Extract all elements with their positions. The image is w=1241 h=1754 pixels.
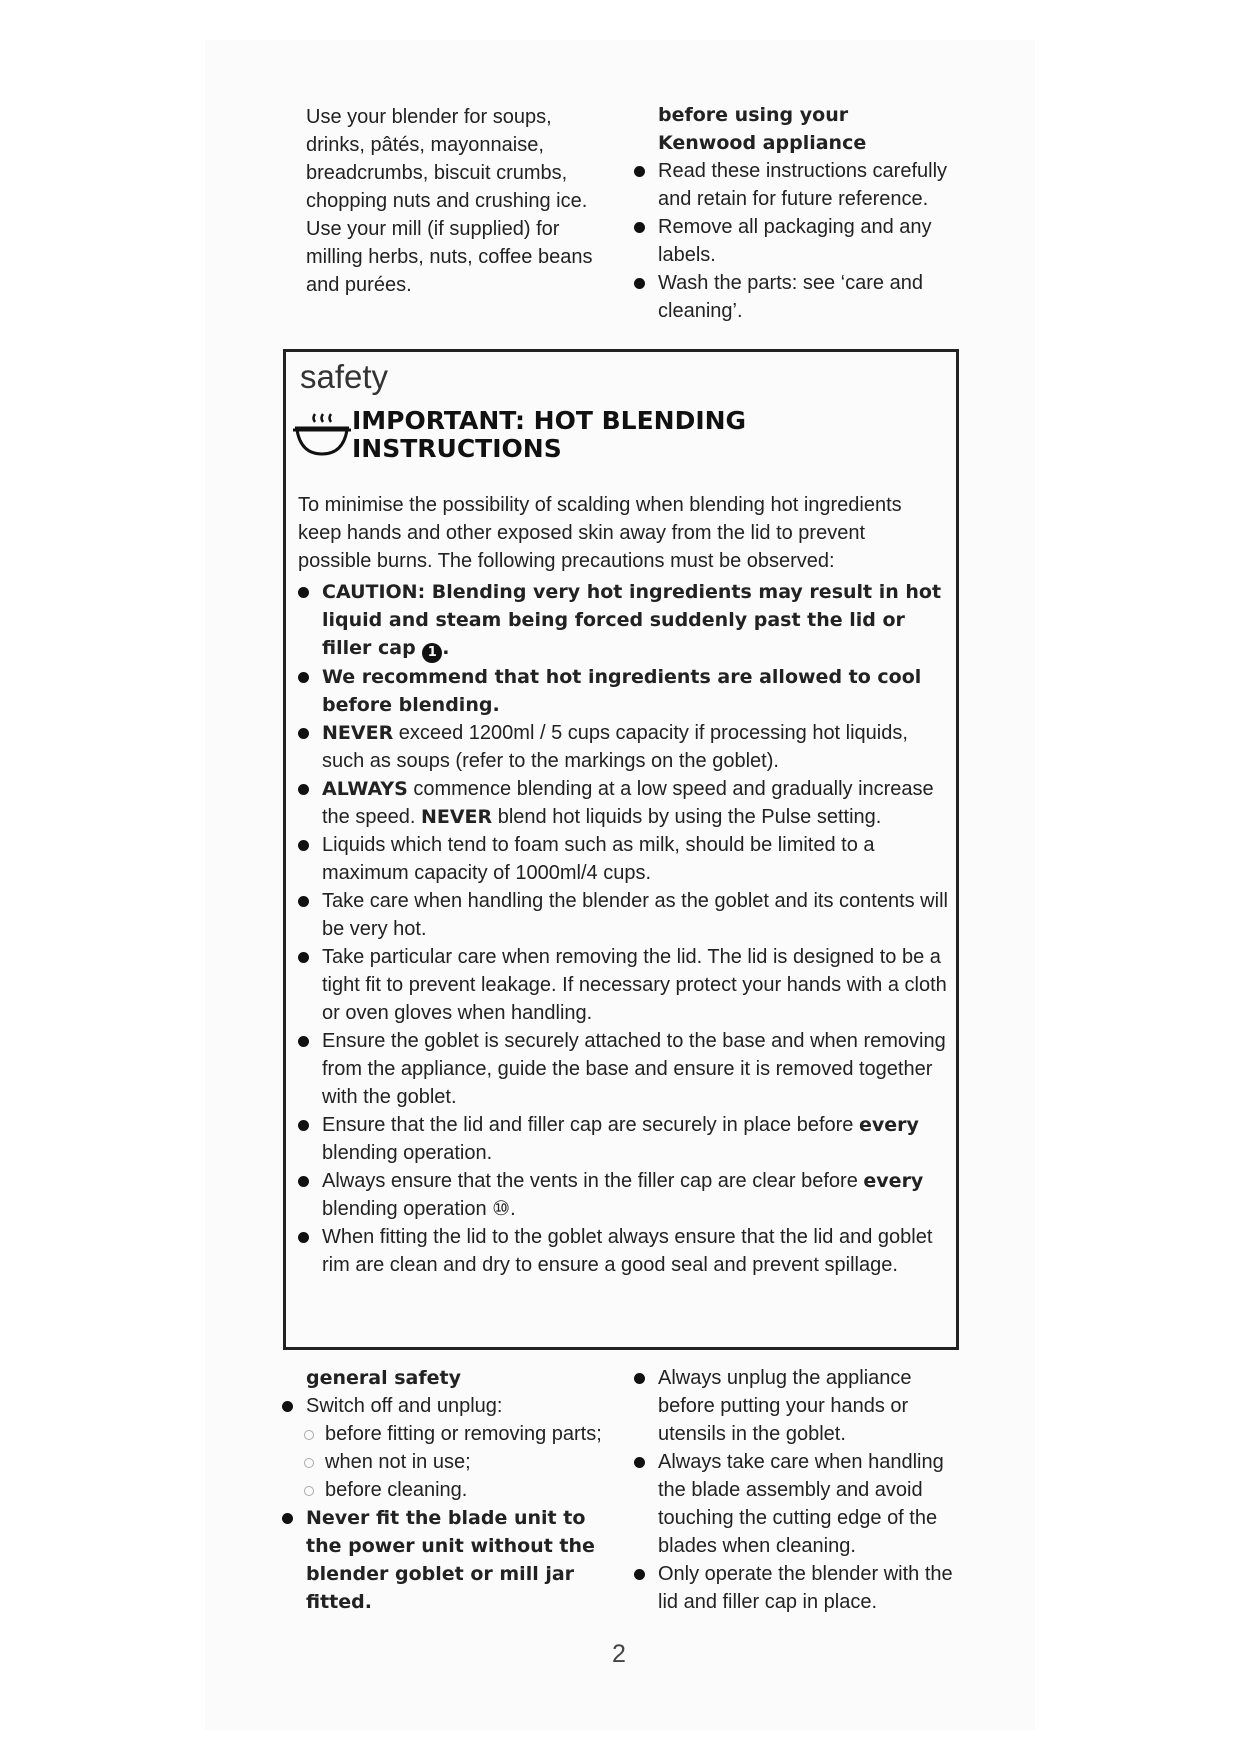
hot-bowl-icon (291, 410, 353, 458)
general-safety-right-list (634, 1364, 964, 1616)
item-text: commence blending at a low speed and gradually increase the speed. (322, 778, 934, 828)
emphasis: every (858, 1114, 919, 1136)
list-item (282, 1392, 612, 1504)
item-text: blend hot liquids by using the Pulse setting. (492, 806, 882, 828)
list-item: Always unplug the appliance before putting your hands or utensils in the goblet. (634, 1364, 964, 1448)
hot-blending-heading-line2: INSTRUCTIONS (352, 434, 562, 463)
list-item (298, 1111, 950, 1167)
before-use-heading-line1: before using your (658, 104, 849, 126)
item-text: blending operation. (322, 1142, 493, 1164)
list-item (298, 775, 950, 831)
item-text: Always ensure that the vents in the filler cap are clear before (322, 1170, 864, 1192)
list-item: Take care when handling the blender as the goblet and its contents will be very hot. (298, 887, 950, 943)
hot-blending-intro: To minimise the possibility of scalding when blending hot ingredients keep hands and other exposed skin away from the lid to prevent possible burns. The following precautions must be observed: (298, 494, 902, 572)
emphasis: every (863, 1170, 924, 1192)
hot-blending-heading-line1: IMPORTANT: HOT BLENDING (352, 406, 747, 435)
general-safety-heading: general safety (306, 1367, 461, 1389)
list-item: We recommend that hot ingredients are allowed to cool before blending. (298, 663, 950, 719)
item-text: Switch off and unplug: (306, 1395, 503, 1417)
before-use-heading (658, 101, 964, 157)
hot-blending-heading (352, 407, 872, 463)
list-item: Only operate the blender with the lid and filler cap in place. (634, 1560, 964, 1616)
list-item: Remove all packaging and any labels. (634, 213, 964, 269)
safety-box (283, 349, 959, 1350)
item-text: CAUTION: Blending very hot ingredients may result in hot liquid and steam being forced suddenly past the lid or filler cap (322, 581, 942, 659)
emphasis: ALWAYS (322, 778, 408, 800)
general-safety-left (282, 1364, 612, 1616)
item-text: blending operation ⑩. (322, 1198, 516, 1220)
list-item (298, 719, 950, 775)
intro-paragraph (306, 103, 606, 299)
ref-number-1: 1 (422, 643, 442, 663)
list-item: Ensure the goblet is securely attached to the base and when removing from the appliance, guide the base and ensure it is removed together with the goblet. (298, 1027, 950, 1111)
list-item: Wash the parts: see ‘care and cleaning’. (634, 269, 964, 325)
list-item: CAUTION: Blending very hot ingredients may result in hot liquid and steam being forced suddenly past the lid or filler cap 1 . (298, 578, 950, 663)
list-item (298, 1167, 950, 1223)
item-text: exceed 1200ml / 5 cups capacity if processing hot liquids, such as soups (refer to the markings on the goblet). (322, 722, 908, 772)
list-item: Liquids which tend to foam such as milk, should be limited to a maximum capacity of 1000ml/4 cups. (298, 831, 950, 887)
sub-item: when not in use; (304, 1448, 612, 1476)
item-text: Ensure that the lid and filler cap are securely in place before (322, 1114, 859, 1136)
general-safety-right (634, 1364, 964, 1616)
before-use-list (634, 157, 964, 325)
before-use-heading-line2: Kenwood appliance (658, 132, 867, 154)
emphasis: NEVER (322, 722, 394, 744)
safety-title: safety (300, 358, 389, 395)
list-item: Take particular care when removing the lid. The lid is designed to be a tight fit to prevent leakage. If necessary protect your hands with a cloth or oven gloves when handling. (298, 943, 950, 1027)
list-item: When fitting the lid to the goblet always ensure that the lid and goblet rim are clean and dry to ensure a good seal and prevent spillage. (298, 1223, 950, 1279)
list-item: Never fit the blade unit to the power unit without the blender goblet or mill jar fitted. (282, 1504, 612, 1616)
list-item: Always take care when handling the blade assembly and avoid touching the cutting edge of the blades when cleaning. (634, 1448, 964, 1560)
sub-item: before fitting or removing parts; (304, 1420, 612, 1448)
hot-blending-list (298, 578, 950, 1279)
emphasis: NEVER (420, 806, 493, 828)
list-item: Read these instructions carefully and retain for future reference. (634, 157, 964, 213)
sub-item: before cleaning. (304, 1476, 612, 1504)
intro-text: Use your blender for soups, drinks, pâtés, mayonnaise, breadcrumbs, biscuit crumbs, chopping nuts and crushing ice. Use your mill (if supplied) for milling herbs, nuts, coffee beans and purées. (306, 106, 593, 296)
page-number: 2 (612, 1640, 626, 1668)
general-safety-list (282, 1392, 612, 1616)
before-use-section (634, 101, 964, 325)
